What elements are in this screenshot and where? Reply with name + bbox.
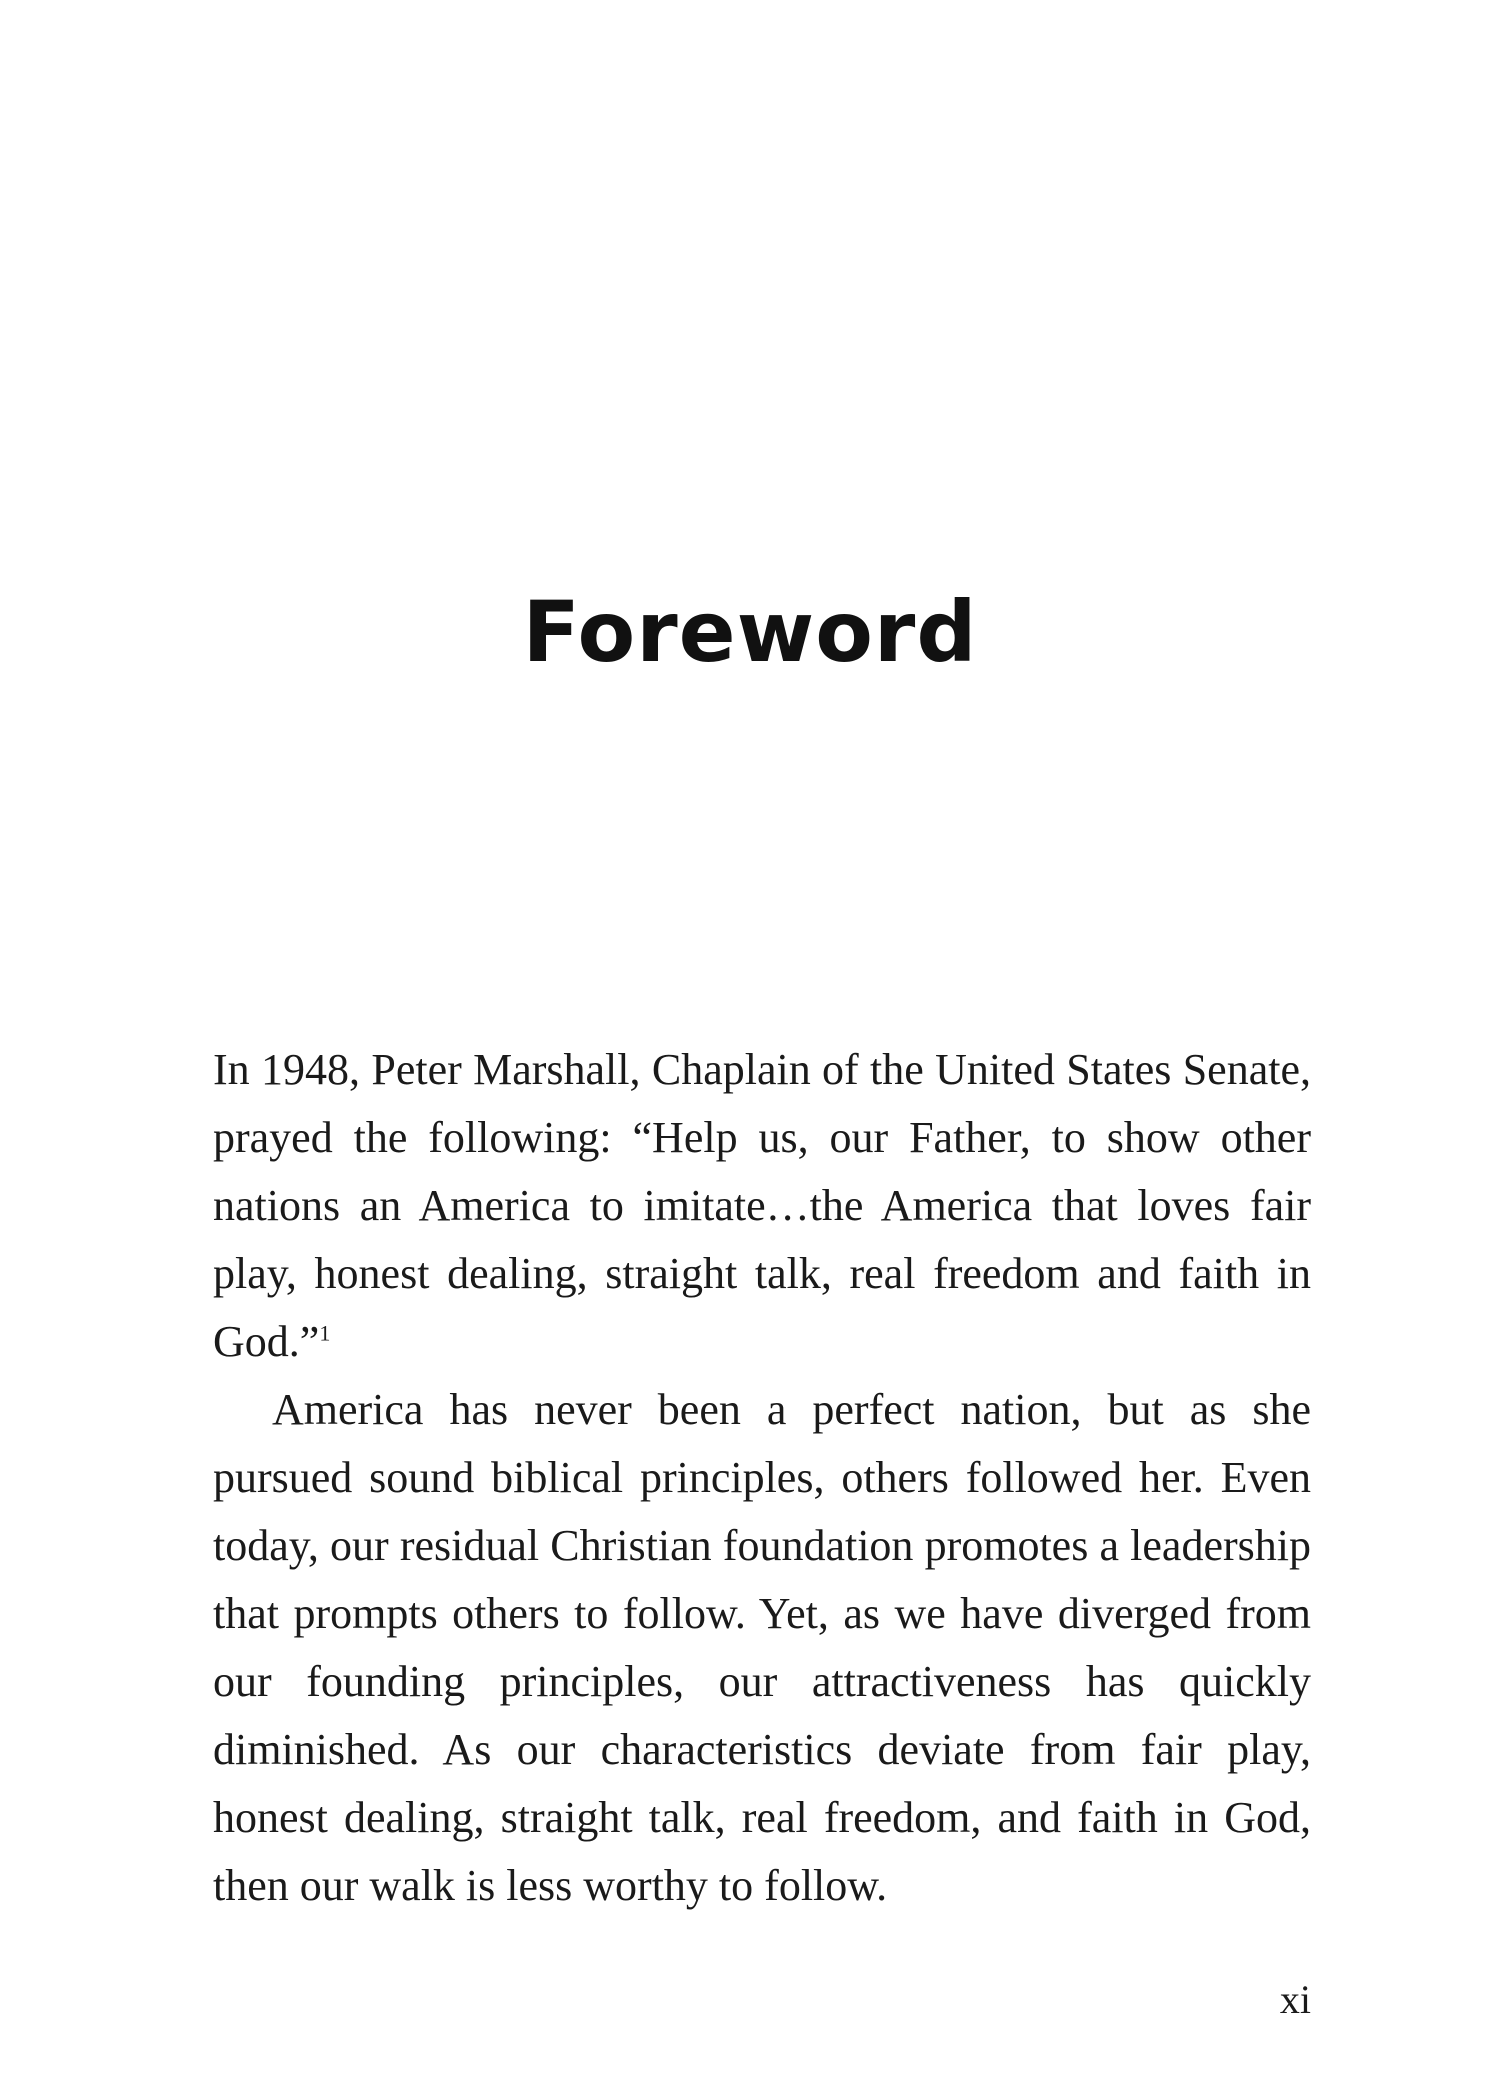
paragraph-2 xyxy=(213,1376,1311,1920)
paragraph-1 xyxy=(213,1036,1311,1376)
chapter-title: Foreword xyxy=(522,583,978,681)
footnote-reference: 1 xyxy=(319,1320,331,1346)
paragraph-1-text: In 1948, Peter Marshall, Chaplain of the United States Senate, prayed the following: “Help us, our Father, to show other nations an America to imitate…the America that loves fair play, honest dealing, straight talk, real freedom and faith in God.” xyxy=(213,1045,1311,1366)
body-text xyxy=(213,1036,1311,1920)
page-number: xi xyxy=(1279,1977,1311,2022)
paragraph-2-text: America has never been a perfect nation, but as she pursued sound biblical principles, others followed her. Even today, our residual Christian foundation promotes a leadership that prompts others to follow. Yet, as we have diverged from our founding principles, our attractiveness has quickly diminished. As our characteristics deviate from fair play, honest dealing, straight talk, real freedom, and faith in God, then our walk is less worthy to follow. xyxy=(213,1385,1311,1910)
